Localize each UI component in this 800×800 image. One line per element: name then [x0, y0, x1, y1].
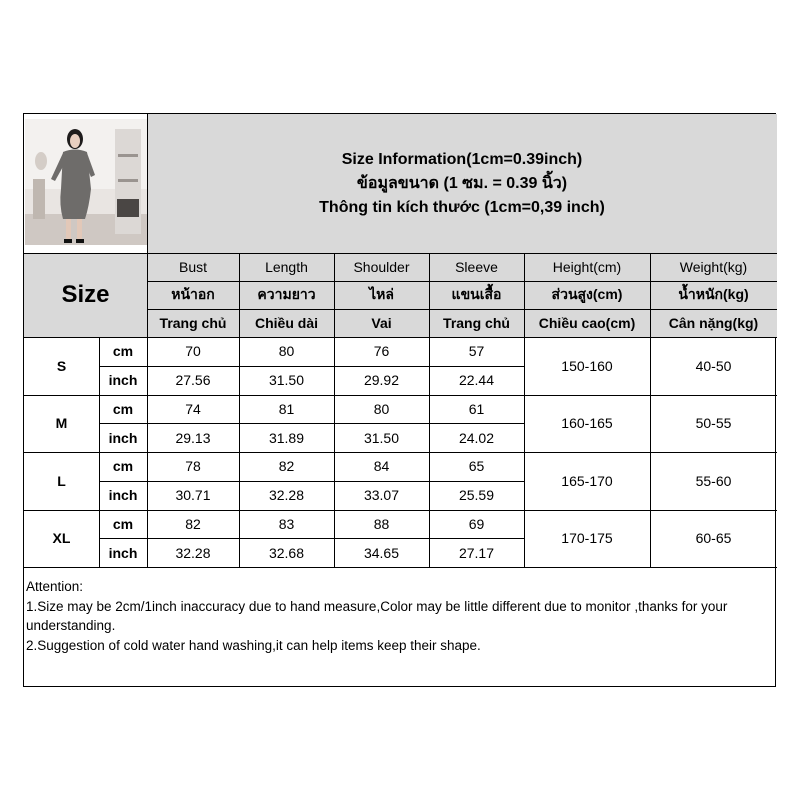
measure-inch-cell: 25.59 — [458, 487, 495, 504]
column-header-th: น้ำหนัก(kg) — [678, 286, 749, 302]
model-photo-icon — [25, 119, 147, 245]
grid-line — [24, 395, 777, 396]
measure-inch-cell: 34.65 — [363, 544, 400, 561]
measure-cm-cell: 61 — [468, 400, 485, 417]
column-header-vi: Chiều dài — [254, 315, 318, 331]
grid-line — [24, 567, 777, 568]
grid-line — [99, 481, 524, 482]
size-header: Size — [24, 253, 147, 337]
grid-line — [99, 538, 524, 539]
measure-inch-cell: 31.50 — [268, 372, 305, 389]
measure-cm-cell: 78 — [185, 458, 201, 475]
unit-cm-label: cm — [112, 458, 134, 475]
measure-cm-cell: 69 — [468, 515, 485, 532]
measure-cm-cell: 83 — [278, 515, 295, 532]
column-header-en: Height(cm) — [552, 259, 622, 275]
measure-cm-cell: 57 — [468, 343, 485, 360]
height-range-cell: 170-175 — [561, 530, 613, 547]
grid-line — [429, 253, 430, 567]
grid-line — [99, 366, 524, 367]
column-header-en: Sleeve — [455, 259, 498, 275]
column-header-th: ส่วนสูง(cm) — [551, 286, 623, 302]
column-header-en: Shoulder — [353, 259, 410, 275]
unit-inch-label: inch — [108, 372, 138, 389]
unit-inch-label: inch — [108, 544, 138, 561]
grid-line — [147, 114, 148, 253]
grid-line — [24, 253, 777, 254]
unit-cm-label: cm — [112, 515, 134, 532]
grid-line — [524, 253, 525, 567]
measure-inch-cell: 29.13 — [175, 429, 211, 446]
grid-line — [147, 309, 777, 310]
weight-range-cell: 50-55 — [695, 415, 732, 432]
measure-inch-cell: 24.02 — [458, 429, 495, 446]
height-range-cell: 160-165 — [561, 415, 613, 432]
column-header-th: แขนเสื้อ — [451, 286, 502, 302]
column-header-vi: Chiều cao(cm) — [538, 315, 636, 331]
measure-inch-cell: 30.71 — [175, 487, 211, 504]
attention-label: Attention: — [26, 579, 84, 594]
measure-inch-cell: 27.17 — [458, 544, 495, 561]
measure-cm-cell: 74 — [185, 400, 201, 417]
measure-cm-cell: 88 — [373, 515, 390, 532]
measure-inch-cell: 31.50 — [363, 429, 400, 446]
weight-range-cell: 40-50 — [695, 357, 732, 374]
size-label: XL — [52, 530, 71, 547]
note-2: 2.Suggestion of cold water hand washing,it can help items keep their shape. — [26, 637, 481, 653]
size-info-title — [147, 114, 777, 253]
column-header-vi: Trang chủ — [159, 315, 227, 331]
grid-line — [650, 253, 651, 567]
notes — [26, 577, 776, 655]
grid-line — [99, 423, 524, 424]
measure-inch-cell: 32.68 — [268, 544, 305, 561]
measure-inch-cell: 31.89 — [268, 429, 305, 446]
column-header-en: Weight(kg) — [679, 259, 748, 275]
size-chart — [23, 113, 776, 687]
measure-cm-cell: 76 — [373, 343, 390, 360]
measure-cm-cell: 82 — [278, 458, 295, 475]
grid-line — [239, 253, 240, 567]
grid-line — [24, 337, 777, 338]
column-header-th: ความยาว — [257, 286, 316, 302]
column-header-vi: Vai — [371, 315, 392, 331]
title-vietnamese: Thông tin kích thước (1cm=0,39 inch) — [319, 198, 605, 216]
unit-cm-label: cm — [112, 400, 134, 417]
title-thai: ข้อมูลขนาด (1 ซม. = 0.39 นิ้ว) — [356, 174, 568, 192]
weight-range-cell: 55-60 — [695, 472, 732, 489]
measure-inch-cell: 22.44 — [458, 372, 495, 389]
title-english: Size Information(1cm=0.39inch) — [341, 150, 583, 168]
height-range-cell: 150-160 — [561, 357, 613, 374]
grid-line — [147, 253, 148, 567]
measure-cm-cell: 84 — [373, 458, 390, 475]
height-range-cell: 165-170 — [561, 472, 613, 489]
measure-cm-cell: 70 — [185, 343, 201, 360]
product-photo — [25, 119, 147, 245]
measure-cm-cell: 80 — [373, 400, 390, 417]
weight-range-cell: 60-65 — [695, 530, 732, 547]
unit-inch-label: inch — [108, 487, 138, 504]
measure-cm-cell: 81 — [278, 400, 295, 417]
measure-cm-cell: 80 — [278, 343, 295, 360]
column-header-en: Bust — [178, 259, 207, 275]
measure-cm-cell: 65 — [468, 458, 485, 475]
column-header-vi: Trang chủ — [443, 315, 510, 331]
note-1: 1.Size may be 2cm/1inch inaccuracy due to hand measure,Color may be little different due to monitor ,thanks for your understanding. — [26, 598, 728, 633]
measure-inch-cell: 33.07 — [363, 487, 400, 504]
size-label: L — [57, 472, 66, 489]
column-header-th: หน้าอก — [171, 286, 215, 302]
unit-inch-label: inch — [108, 429, 138, 446]
unit-cm-label: cm — [112, 343, 134, 360]
size-label: M — [55, 415, 68, 432]
grid-line — [24, 452, 777, 453]
size-label: S — [56, 357, 67, 374]
measure-inch-cell: 32.28 — [268, 487, 305, 504]
grid-line — [24, 510, 777, 511]
column-header-th: ไหล่ — [369, 286, 394, 302]
measure-cm-cell: 82 — [185, 515, 201, 532]
grid-line — [147, 281, 777, 282]
column-header-en: Length — [265, 259, 308, 275]
measure-inch-cell: 32.28 — [175, 544, 211, 561]
grid-line — [99, 337, 100, 567]
measure-inch-cell: 29.92 — [363, 372, 400, 389]
column-header-vi: Cân nặng(kg) — [668, 315, 759, 331]
grid-line — [334, 253, 335, 567]
measure-inch-cell: 27.56 — [175, 372, 211, 389]
